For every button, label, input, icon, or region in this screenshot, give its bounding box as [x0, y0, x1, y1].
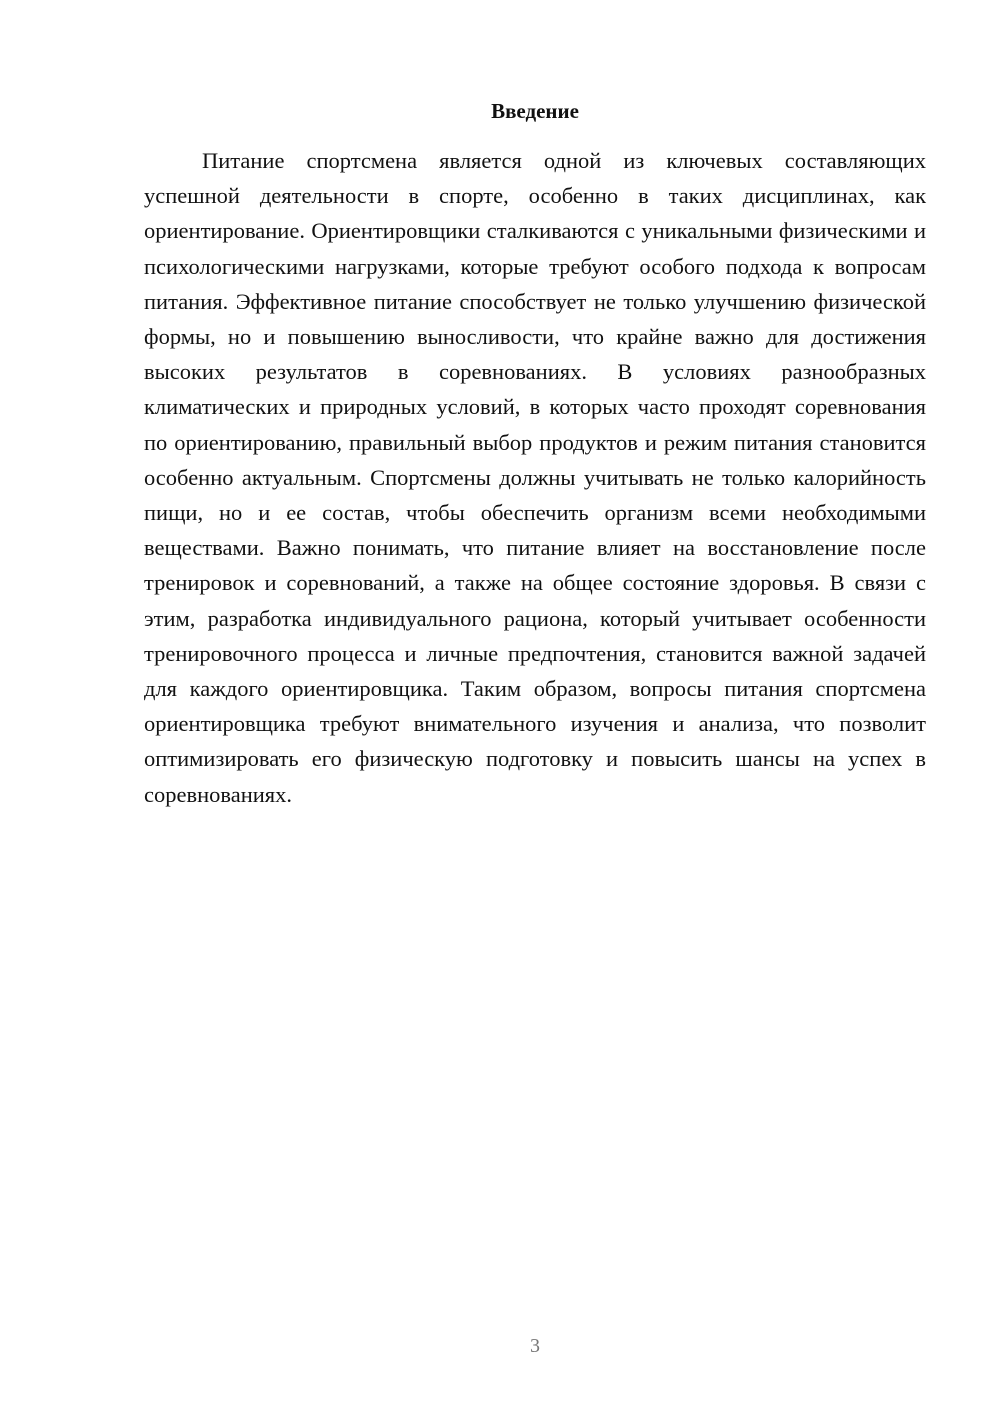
section-heading: Введение [491, 99, 579, 123]
body-paragraph: Питание спортсмена является одной из ключевых составляющих успешной деятельности в спорте, особенно в таких дисциплинах, как ориентирование. Ориентировщики сталкиваются с уникальными физическими и психологическими нагрузками, которые требуют особого подхода к вопросам питания. Эффективное питание способствует не только улучшению физической формы, но и повышению выносливости, что крайне важно для достижения высоких результатов в соревнованиях. В условиях разнообразных климатических и природных условий, в которых часто проходят соревнования по ориентированию, правильный выбор продуктов и режим питания становится особенно актуальным. Спортсмены должны учитывать не только калорийность пищи, но и ее состав, чтобы обеспечить организм всеми необходимыми веществами. Важно понимать, что питание влияет на восстановление после тренировок и соревнований, а также на общее состояние здоровья. В связи с этим, разработка индивидуального рациона, который учитывает особенности тренировочного процесса и личные предпочтения, становится важной задачей для каждого ориентировщика. Таким образом, вопросы питания спортсмена ориентировщика требуют внимательного изучения и анализа, что позволит оптимизировать его физическую подготовку и повысить шансы на успех в соревнованиях. [144, 148, 926, 807]
page-number: 3 [530, 1335, 540, 1357]
